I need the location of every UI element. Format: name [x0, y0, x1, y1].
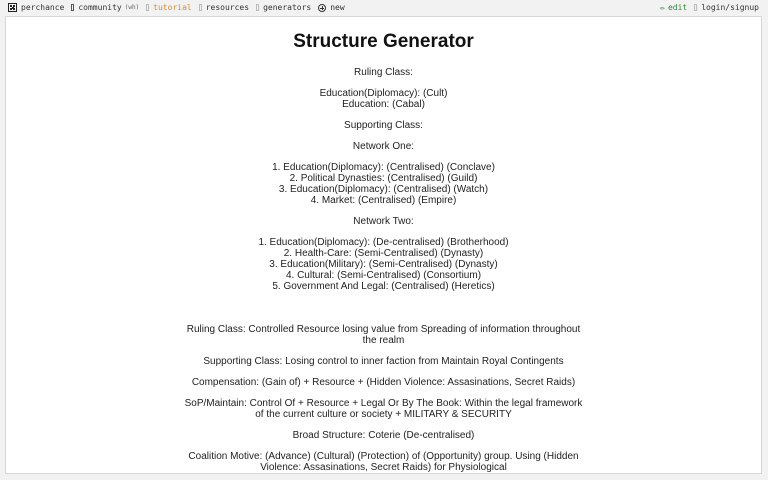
nav-tutorial-label: tutorial	[153, 3, 192, 12]
nav-perchance-label: perchance	[21, 3, 65, 12]
nav-community[interactable]	[71, 3, 139, 12]
network-one-item: 1. Education(Diplomacy): (Centralised) (Conclave)	[272, 162, 495, 173]
broad-structure-summary: Broad Structure: Coterie (De-centralised)	[292, 430, 475, 441]
login-signup-label: login/signup	[701, 3, 759, 12]
nav-perchance[interactable]	[8, 3, 64, 12]
supporting-class-heading: Supporting Class:	[344, 120, 423, 131]
network-two-heading: Network Two:	[353, 216, 414, 227]
nav-resources-label: resources	[205, 3, 250, 12]
book-icon	[146, 4, 149, 11]
compensation-summary: Compensation: (Gain of) + Resource + (Hidden Violence: Assasinations, Secret Raids)	[191, 377, 576, 388]
edit-label: edit	[667, 3, 688, 12]
network-two-item: 3. Education(Military): (Semi-Centralised) (Dynasty)	[269, 259, 498, 270]
network-two-item: 5. Government And Legal: (Centralised) (Heretics)	[272, 281, 495, 292]
nav-generators[interactable]	[256, 3, 311, 12]
network-one-item: 3. Education(Diplomacy): (Centralised) (Watch)	[278, 184, 489, 195]
community-badge: (wh)	[124, 4, 140, 11]
ruling-class-summary: Ruling Class: Controlled Resource losing value from Spreading of information throughout the realm	[186, 324, 581, 346]
nav-community-label: community	[78, 3, 122, 12]
nav-new-label: new	[330, 3, 345, 12]
chat-icon	[71, 4, 74, 11]
login-signup-button[interactable]	[694, 3, 759, 12]
dice-icon	[8, 3, 17, 12]
ruling-class-heading: Ruling Class:	[354, 67, 413, 78]
box-icon	[256, 4, 259, 11]
ruling-class-item: Education: (Cabal)	[342, 99, 425, 110]
top-nav-bar	[0, 0, 768, 16]
sop-maintain-summary: SoP/Maintain: Control Of + Resource + Legal Or By The Book: Within the legal framework of the current culture or society + MILITARY & SECURITY	[184, 398, 583, 420]
coalition-motive-summary: Coalition Motive: (Advance) (Cultural) (Protection) of (Opportunity) group. Using (Hidden Violence: Assasinations, Secret Raids) for Physiological	[188, 451, 579, 473]
edit-button[interactable]	[660, 3, 687, 12]
network-two-item: 1. Education(Diplomacy): (De-centralised) (Brotherhood)	[258, 237, 509, 248]
network-one-heading: Network One:	[352, 141, 415, 152]
generator-output	[6, 17, 761, 473]
nav-tutorial[interactable]	[146, 3, 192, 12]
top-nav-right	[660, 3, 759, 12]
pencil-icon: ✏	[660, 2, 665, 12]
plus-circle-icon	[318, 4, 326, 12]
nav-new[interactable]	[318, 3, 344, 12]
network-two-item: 2. Health-Care: (Semi-Centralised) (Dynasty)	[283, 248, 484, 259]
nav-resources[interactable]	[199, 3, 249, 12]
box-icon	[199, 4, 202, 11]
top-nav-left	[8, 3, 352, 12]
user-icon	[694, 4, 697, 11]
ruling-class-item: Education(Diplomacy): (Cult)	[319, 88, 448, 99]
network-one-item: 4. Market: (Centralised) (Empire)	[310, 195, 457, 206]
page-title: Structure Generator	[293, 31, 474, 52]
nav-generators-label: generators	[263, 3, 312, 12]
network-two-item: 4. Cultural: (Semi-Centralised) (Consortium)	[285, 270, 482, 281]
supporting-class-summary: Supporting Class: Losing control to inner faction from Maintain Royal Contingents	[203, 356, 564, 367]
generator-output-panel	[5, 16, 762, 474]
network-one-item: 2. Political Dynasties: (Centralised) (Guild)	[289, 173, 478, 184]
